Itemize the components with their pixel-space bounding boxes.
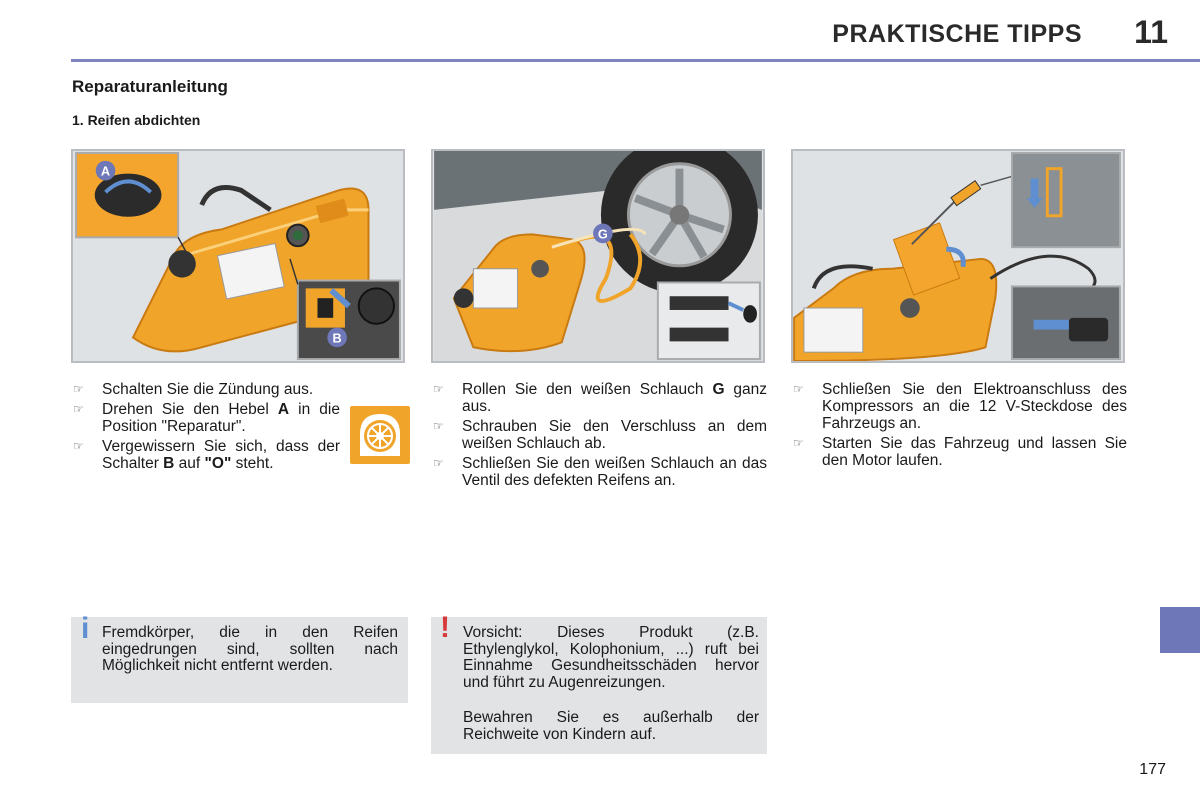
info-icon: i	[81, 612, 90, 645]
header-rule	[71, 59, 1200, 62]
compressor-lever-figure	[71, 149, 405, 363]
tyre-hose-figure	[431, 149, 765, 363]
info-note	[71, 612, 408, 703]
step-item: ☞ Starten Sie das Fahrzeug und lassen Sie den Motor laufen.	[793, 435, 1127, 469]
pointing-hand-icon: ☞	[73, 439, 84, 453]
chapter-number: 11	[1134, 14, 1168, 50]
section-title: Reparaturanleitung	[72, 77, 228, 96]
warning-icon: !	[440, 611, 450, 644]
power-socket-figure	[791, 149, 1125, 363]
step-item: ☞ Drehen Sie den Hebel A in die Position "Reparatur".	[73, 401, 340, 435]
label-a: A	[100, 163, 111, 179]
step-list-1	[73, 381, 340, 475]
chapter-title: PRAKTISCHE TIPPS	[832, 20, 1082, 48]
step-item: ☞ Schrauben Sie den Verschluss an dem weißen Schlauch ab.	[433, 418, 767, 452]
pointing-hand-icon: ☞	[793, 382, 804, 396]
step-item: ☞ Schalten Sie die Zündung aus.	[73, 381, 314, 398]
pointing-hand-icon: ☞	[433, 419, 444, 433]
warning-text: Vorsicht: Dieses Produkt (z.B. Ethylenglykol, Kolophonium, ...) ruft bei Einnahme Gesundheitsschäden hervor und führt zu Augenreizungen.	[463, 624, 759, 691]
info-text: Fremdkörper, die in den Reifen eingedrungen sind, sollten nach Möglichkeit nicht entfernt werden.	[102, 624, 398, 674]
pointing-hand-icon: ☞	[433, 382, 444, 396]
step-item: ☞ Rollen Sie den weißen Schlauch G ganz aus.	[433, 381, 768, 415]
warning-note	[431, 611, 767, 754]
step-item: ☞ Schließen Sie den Elektroanschluss des Kompressors an die 12 V-Steckdose des Fahrzeugs an.	[793, 381, 1127, 432]
repair-position-icon	[350, 406, 410, 464]
pointing-hand-icon: ☞	[73, 382, 84, 396]
step-item: ☞ Schließen Sie den weißen Schlauch an das Ventil des defekten Reifens an.	[433, 455, 767, 489]
step-list-3	[793, 381, 1127, 472]
pointing-hand-icon: ☞	[433, 456, 444, 470]
pointing-hand-icon: ☞	[793, 436, 804, 450]
warning-text-2: Bewahren Sie es außerhalb der Reichweite von Kindern auf.	[463, 709, 759, 743]
chapter-tab[interactable]	[1160, 607, 1200, 653]
pointing-hand-icon: ☞	[73, 402, 84, 416]
step-list-2	[433, 381, 767, 492]
page-number: 177	[1139, 761, 1166, 778]
step-item: ☞ Vergewissern Sie sich, dass der Schalter B auf "O" steht.	[73, 438, 340, 472]
label-g: G	[597, 226, 608, 242]
subsection-title: 1. Reifen abdichten	[72, 112, 201, 128]
label-b: B	[332, 330, 342, 346]
